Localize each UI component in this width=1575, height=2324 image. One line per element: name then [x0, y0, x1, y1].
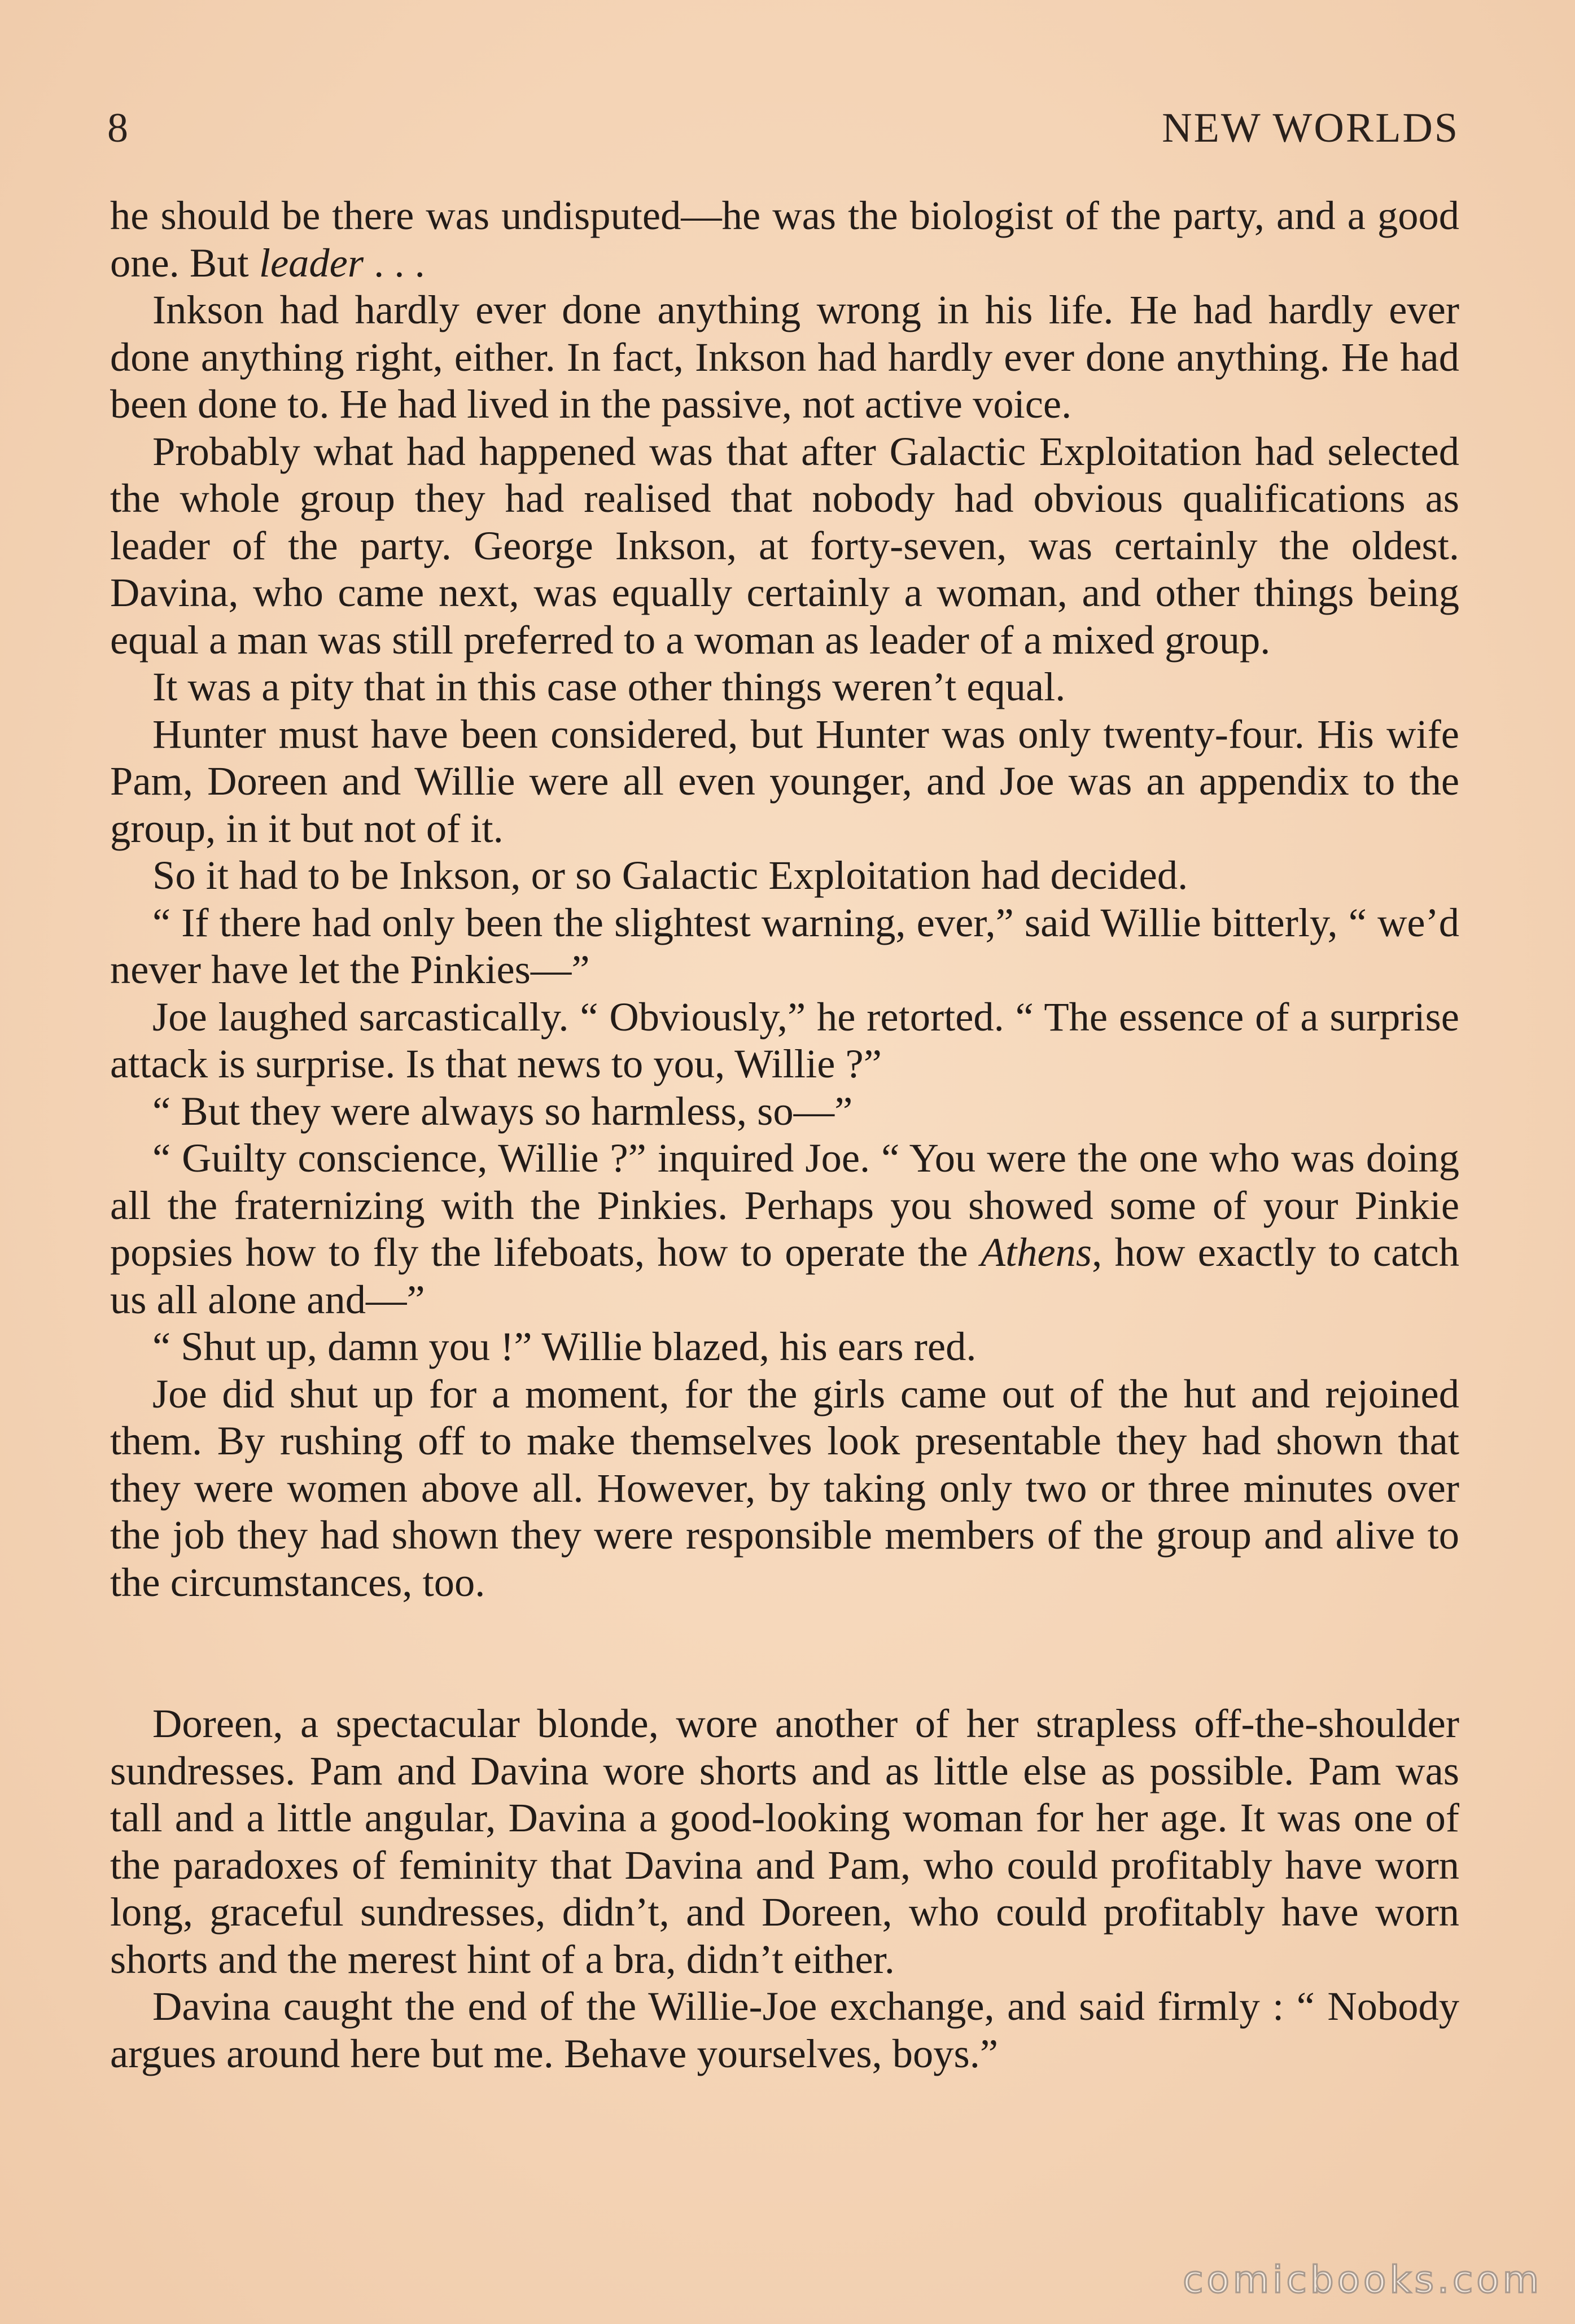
paragraph-1: he should be there was undisputed—he was the biologist of the party, and a good one. But leader . . . — [110, 192, 1459, 286]
paragraph-4: It was a pity that in this case other things weren’t equal. — [152, 664, 1066, 709]
paragraph-3: Probably what had happened was that after Galactic Exploitation had selected the whole group they had realised that nobody had obvious qualifications as leader of the party. George Inkson, at forty-seven, was certainly the oldest. Davina, who came next, was equally certainly a woman, and other things being equal a man was still preferred to a woman as leader of a mixed group. — [110, 428, 1459, 663]
paragraph-8: Joe laughed sarcastically. “ Obviously,” he retorted. “ The essence of a surprise attack is surprise. Is that news to you, Willie ?” — [110, 993, 1459, 1086]
running-title: NEW WORLDS — [1162, 105, 1459, 151]
paragraph-13: Doreen, a spectacular blonde, wore another of her strapless off-the-shoulder sundresses. Pam and Davina wore shorts and as little else as possible. Pam was tall and a little angular, Davina a good-looking woman for her age. It was one of the paradoxes of feminity that Davina and Pam, who could profitably have worn long, graceful sundresses, didn’t, and Doreen, who could profitably have worn shorts and the merest hint of a bra, didn’t either. — [110, 1700, 1459, 1982]
paragraph-2: Inkson had hardly ever done anything wrong in his life. He had hardly ever done anything right, either. In fact, Inkson had hardly ever done anything. He had been done to. He had lived in the passive, not active voice. — [110, 287, 1459, 427]
paragraph-7: “ If there had only been the slightest warning, ever,” said Willie bitterly, “ we’d never have let the Pinkies—” — [110, 899, 1459, 992]
emphasis-leader: leader — [259, 239, 364, 286]
paragraph-10: “ Guilty conscience, Willie ?” inquired Joe. “ You were the one who was doing all the fraternizing with the Pinkies. Perhaps you showed some of your Pinkie popsies how to fly the lifeboats, how to operate the Athens, how exactly to catch us all alone and—” — [110, 1135, 1459, 1322]
page-number: 8 — [107, 105, 130, 151]
page-header — [107, 104, 1459, 155]
paragraph-5: Hunter must have been considered, but Hunter was only twenty-four. His wife Pam, Doreen and Willie were all even younger, and Joe was an appendix to the group, in it but not of it. — [110, 711, 1459, 851]
story-body — [110, 192, 1459, 2077]
paragraph-11: “ Shut up, damn you !” Willie blazed, his ears red. — [152, 1323, 977, 1369]
paragraph-6: So it had to be Inkson, or so Galactic Exploitation had decided. — [152, 852, 1188, 898]
paragraph-9: “ But they were always so harmless, so—” — [152, 1088, 853, 1134]
emphasis-athens: Athens — [980, 1229, 1092, 1275]
watermark: comicbooks.com — [1183, 2258, 1542, 2301]
paragraph-14: Davina caught the end of the Willie-Joe exchange, and said firmly : “ Nobody argues around here but me. Behave yourselves, boys.” — [110, 1983, 1459, 2076]
paragraph-12: Joe did shut up for a moment, for the girls came out of the hut and rejoined them. By rushing off to make themselves look presentable they had shown that they were women above all. However, by taking only two or three minutes over the job they had shown they were responsible members of the group and alive to the circumstances, too. — [110, 1370, 1459, 1605]
